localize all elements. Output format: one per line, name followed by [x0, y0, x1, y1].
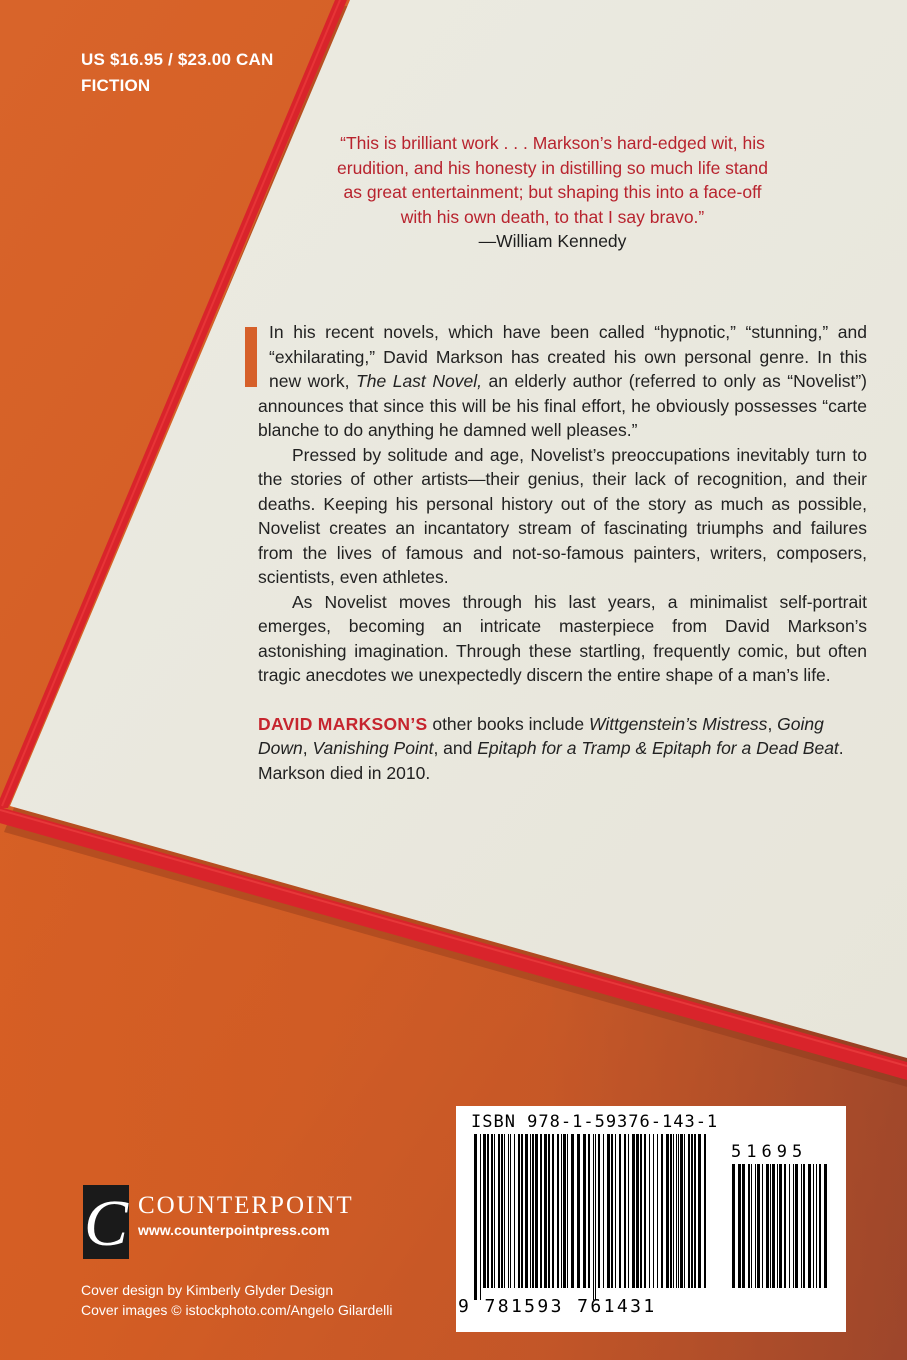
barcode-bar: [653, 1134, 654, 1288]
barcode-bar: [557, 1134, 559, 1288]
barcode-bar: [766, 1164, 769, 1288]
barcode-bar: [508, 1134, 509, 1288]
price-line: US $16.95 / $23.00 CAN: [81, 50, 274, 69]
publisher-url[interactable]: www.counterpointpress.com: [138, 1222, 330, 1238]
barcode-bar: [777, 1164, 778, 1288]
bio-tail: . Markson died in 2010.: [258, 738, 844, 783]
barcode-bar: [544, 1134, 547, 1288]
book-title-1: Wittgenstein’s Mistress: [588, 713, 768, 734]
description-paragraph-2: Pressed by solitude and age, Novelist’s preoccupations inevitably turn to the stories of other artists—their genius, their lack of recognition, and their deaths. Keeping his personal history out of the story as much as possible, Novelist creates an incantatory stream of fascinating triumphs and failures from the lives of famous and not-so-famous painters, writers, composers, scientists, even athletes.: [258, 444, 867, 587]
barcode-bar: [628, 1134, 629, 1288]
barcode-digits: 9 781593 761431: [458, 1296, 657, 1317]
barcode-bar: [593, 1134, 594, 1300]
barcode-bar: [784, 1164, 786, 1288]
blurb-quote: [330, 131, 775, 254]
barcode-bar: [498, 1134, 500, 1288]
barcode-bar: [813, 1164, 814, 1288]
barcode-bar: [755, 1164, 756, 1288]
description-body: [258, 320, 867, 785]
barcode-bar: [487, 1134, 489, 1288]
barcode-bar: [793, 1164, 794, 1288]
isbn-label: ISBN 978-1-59376-143-1: [471, 1112, 719, 1132]
publisher-name: COUNTERPOINT: [138, 1192, 354, 1219]
barcode-bar: [704, 1134, 706, 1288]
barcode-bar: [552, 1134, 554, 1288]
book-title-inline: The Last Novel,: [356, 371, 482, 391]
barcode-bar: [588, 1134, 590, 1288]
barcode-bar: [688, 1134, 690, 1288]
design-credit: Cover design by Kimberly Glyder Design: [81, 1282, 334, 1298]
barcode-bar: [607, 1134, 610, 1288]
barcode-bar: [624, 1134, 626, 1288]
barcode-bar: [680, 1134, 683, 1288]
bio-sep: ,: [767, 713, 778, 734]
barcode-bar: [684, 1134, 685, 1288]
barcode-bar: [548, 1134, 550, 1288]
barcode-bar: [632, 1134, 635, 1288]
description-paragraph-1: [258, 320, 867, 443]
barcode-bar: [598, 1134, 600, 1288]
category-label: FICTION: [81, 76, 151, 95]
dropcap-bar: [245, 327, 257, 387]
image-credit: Cover images © istockphoto.com/Angelo Gilardelli: [81, 1302, 393, 1318]
bio-sep: ,: [302, 738, 313, 758]
barcode-bar: [577, 1134, 580, 1288]
barcode-bar: [694, 1134, 696, 1288]
barcode-bar: [483, 1134, 486, 1288]
barcode-bar: [816, 1164, 817, 1288]
book-title-2: Going Down: [258, 713, 824, 758]
barcode-bar: [474, 1134, 477, 1300]
logo-letter: C: [83, 1187, 129, 1260]
price-block: [81, 47, 273, 99]
barcode-bar: [480, 1134, 481, 1300]
counterpoint-logo: [83, 1185, 129, 1259]
description-paragraph-3: As Novelist moves through his last years, a minimalist self-portrait emerges, becoming an intricate masterpiece from David Markson’s astonishing imagination. Through these startling, frequently comic, but often tragic anecdotes we unexpectedly discern the entire shape of a man’s life.: [258, 591, 867, 685]
barcode-bar: [803, 1164, 805, 1288]
barcode-bar: [540, 1134, 542, 1288]
price-code: 51695: [731, 1142, 808, 1162]
book-title-4: Epitaph for a Tramp & Epitaph for a Dead Beat: [477, 738, 839, 758]
paragraph-1-part-a: n his recent novels, which have been called “hypnotic,” “stunning,” and “exhilarating,” David Markson has created his own personal genre. In this new work,: [269, 322, 867, 391]
barcode-bar: [678, 1134, 679, 1288]
barcode-bar: [748, 1164, 750, 1288]
barcode-bar: [583, 1134, 586, 1288]
price-barcode: [732, 1164, 830, 1300]
barcode-bar: [649, 1134, 650, 1288]
barcode-bar: [491, 1134, 493, 1288]
barcode-bar: [521, 1134, 523, 1288]
barcode-bar: [801, 1164, 802, 1288]
barcode-bar: [742, 1164, 745, 1288]
quote-text: “This is brilliant work . . . Markson’s hard-edged wit, his erudition, and his honesty in distilling so much life stand as great entertainment; but shaping this into a face-off with his own death, to that I say bravo.”: [337, 133, 768, 227]
barcode-bar: [673, 1134, 674, 1288]
paragraph-1-part-b: an elderly author (referred to only as “Novelist”) announces that since this will be his final effort, he obviously possesses “carte blanche to do anything he damned well pleases.”: [258, 371, 867, 440]
barcode-bar: [676, 1134, 677, 1288]
barcode-bar: [691, 1134, 693, 1288]
barcode-bar: [595, 1134, 596, 1300]
barcode-bar: [666, 1134, 669, 1288]
cover-credits: [81, 1280, 392, 1320]
barcode-bar: [751, 1164, 752, 1288]
barcode-bar: [571, 1134, 574, 1288]
barcode-bar: [563, 1134, 566, 1288]
barcode-bar: [535, 1134, 538, 1288]
barcode-bar: [514, 1134, 515, 1288]
barcode-bar: [561, 1134, 562, 1288]
book-title-3: Vanishing Point: [312, 738, 434, 758]
barcode-bar: [640, 1134, 642, 1288]
barcode-bar: [530, 1134, 531, 1288]
barcode-bar: [824, 1164, 827, 1288]
barcode-bar: [567, 1134, 568, 1288]
barcode-bar: [808, 1164, 811, 1288]
barcode-bar: [762, 1164, 763, 1288]
isbn-barcode: [474, 1134, 714, 1300]
dropcap-letter: I: [269, 322, 274, 342]
author-bio: [258, 712, 867, 786]
barcode-bar: [636, 1134, 639, 1288]
barcode-bar: [532, 1134, 534, 1288]
barcode-bar: [657, 1134, 658, 1288]
author-name: DAVID MARKSON’S: [258, 713, 428, 734]
quote-attribution: —William Kennedy: [478, 231, 627, 251]
barcode-bar: [732, 1164, 735, 1288]
barcode-bar: [611, 1134, 613, 1288]
barcode-bar: [504, 1134, 505, 1288]
barcode-bar: [525, 1134, 528, 1288]
barcode-bar: [670, 1134, 672, 1288]
bio-sep: , and: [433, 738, 478, 758]
barcode-bar: [603, 1134, 604, 1288]
barcode-bar: [518, 1134, 520, 1288]
barcode-bar: [644, 1134, 646, 1288]
barcode-bar: [501, 1134, 503, 1288]
barcode-bar: [619, 1134, 621, 1288]
barcode-bar: [772, 1164, 775, 1288]
barcode-bar: [819, 1164, 821, 1288]
barcode-bar: [770, 1164, 771, 1288]
barcode-bar: [510, 1134, 511, 1288]
barcode-bar: [779, 1164, 782, 1288]
barcode-bar: [698, 1134, 701, 1288]
barcode-bar: [738, 1164, 741, 1288]
barcode-box: [456, 1106, 846, 1332]
barcode-bar: [795, 1164, 798, 1288]
barcode-bar: [615, 1134, 616, 1288]
barcode-bar: [757, 1164, 760, 1288]
barcode-bar: [494, 1134, 495, 1288]
barcode-bar: [661, 1134, 663, 1288]
barcode-bar: [789, 1164, 790, 1288]
bio-lead: other books include: [427, 713, 589, 734]
